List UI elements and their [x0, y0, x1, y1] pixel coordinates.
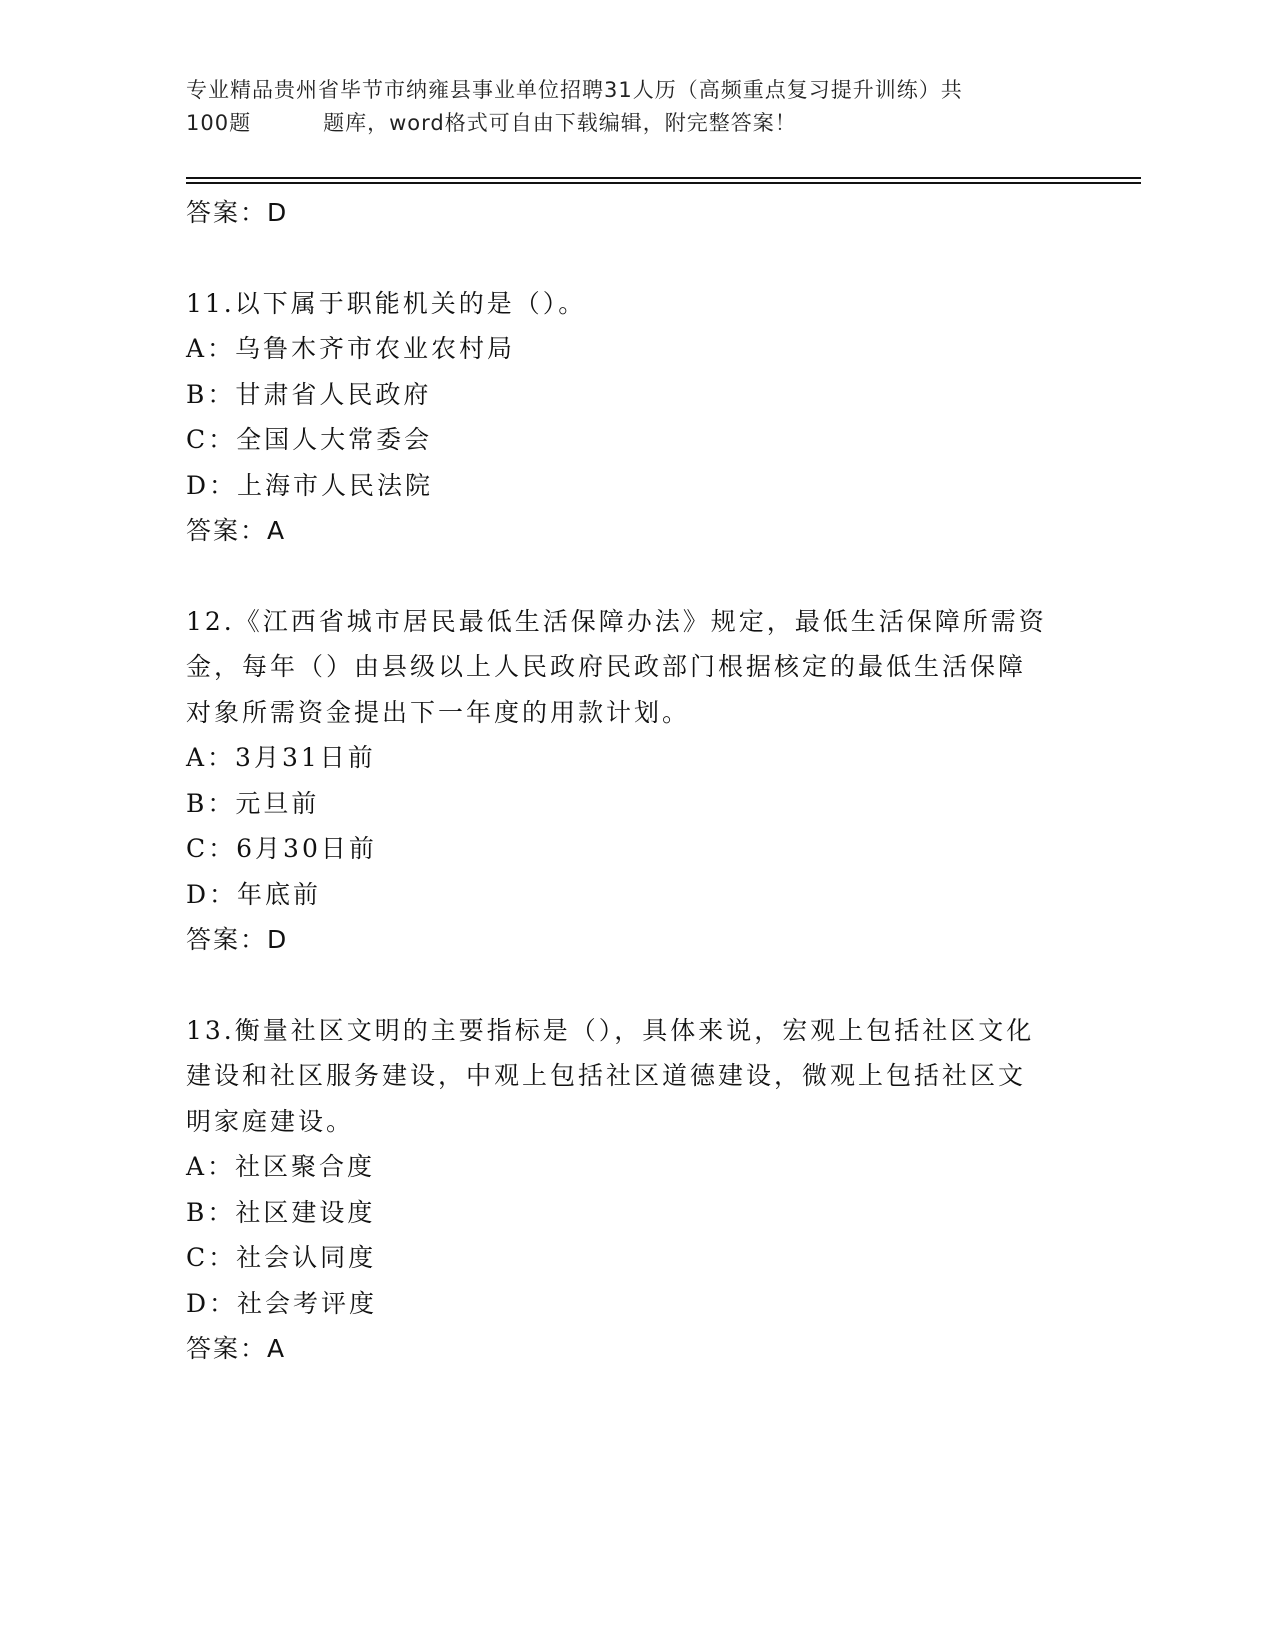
option-c: C：6月30日前: [186, 834, 377, 863]
header-title-line-1: 专业精品贵州省毕节市纳雍县事业单位招聘31人历（高频重点复习提升训练）共: [186, 78, 963, 102]
option-a: A：乌鲁木齐市农业农村局: [186, 334, 516, 363]
question-text-line: 建设和社区服务建设，中观上包括社区道德建设，微观上包括社区文: [186, 1061, 1027, 1090]
spacer: [186, 963, 1086, 1008]
question-text-line: 11.以下属于职能机关的是（）。: [186, 288, 587, 318]
header-question-count: 100题: [186, 111, 252, 135]
page-header: [186, 74, 1086, 140]
spacer: [186, 236, 1086, 281]
option-a: A：3月31日前: [186, 743, 376, 772]
option-a: A：社区聚合度: [186, 1152, 376, 1181]
question-13: [186, 1008, 1086, 1372]
answer: 答案：A: [186, 516, 287, 545]
option-c: C：全国人大常委会: [186, 425, 433, 454]
header-gap: [251, 107, 323, 140]
header-description: 题库，word格式可自由下载编辑，附完整答案！: [323, 111, 797, 135]
answer: 答案：D: [186, 925, 289, 954]
option-b: B：社区建设度: [186, 1197, 376, 1227]
spacer: [186, 554, 1086, 599]
question-12: [186, 599, 1086, 963]
header-divider-top: [186, 177, 1141, 179]
header-divider-bottom: [186, 182, 1141, 184]
question-11: [186, 281, 1086, 554]
answer: 答案：A: [186, 1334, 287, 1363]
previous-answer: 答案：D: [186, 198, 289, 227]
option-d: D：上海市人民法院: [186, 470, 434, 500]
option-b: B：甘肃省人民政府: [186, 379, 432, 409]
option-b: B：元旦前: [186, 788, 320, 818]
question-text-line: 对象所需资金提出下一年度的用款计划。: [186, 697, 691, 727]
question-text-line: 12.《江西省城市居民最低生活保障办法》规定，最低生活保障所需资: [186, 606, 1047, 636]
option-d: D：社会考评度: [186, 1288, 378, 1318]
header-title-line-2: [186, 107, 1086, 140]
question-list: [186, 190, 1086, 1372]
option-c: C：社会认同度: [186, 1243, 377, 1272]
question-text-line: 明家庭建设。: [186, 1106, 355, 1136]
option-d: D：年底前: [186, 879, 322, 909]
question-text-line: 金，每年（）由县级以上人民政府民政部门根据核定的最低生活保障: [186, 652, 1027, 681]
question-text-line: 13.衡量社区文明的主要指标是（），具体来说，宏观上包括社区文化: [186, 1015, 1035, 1045]
